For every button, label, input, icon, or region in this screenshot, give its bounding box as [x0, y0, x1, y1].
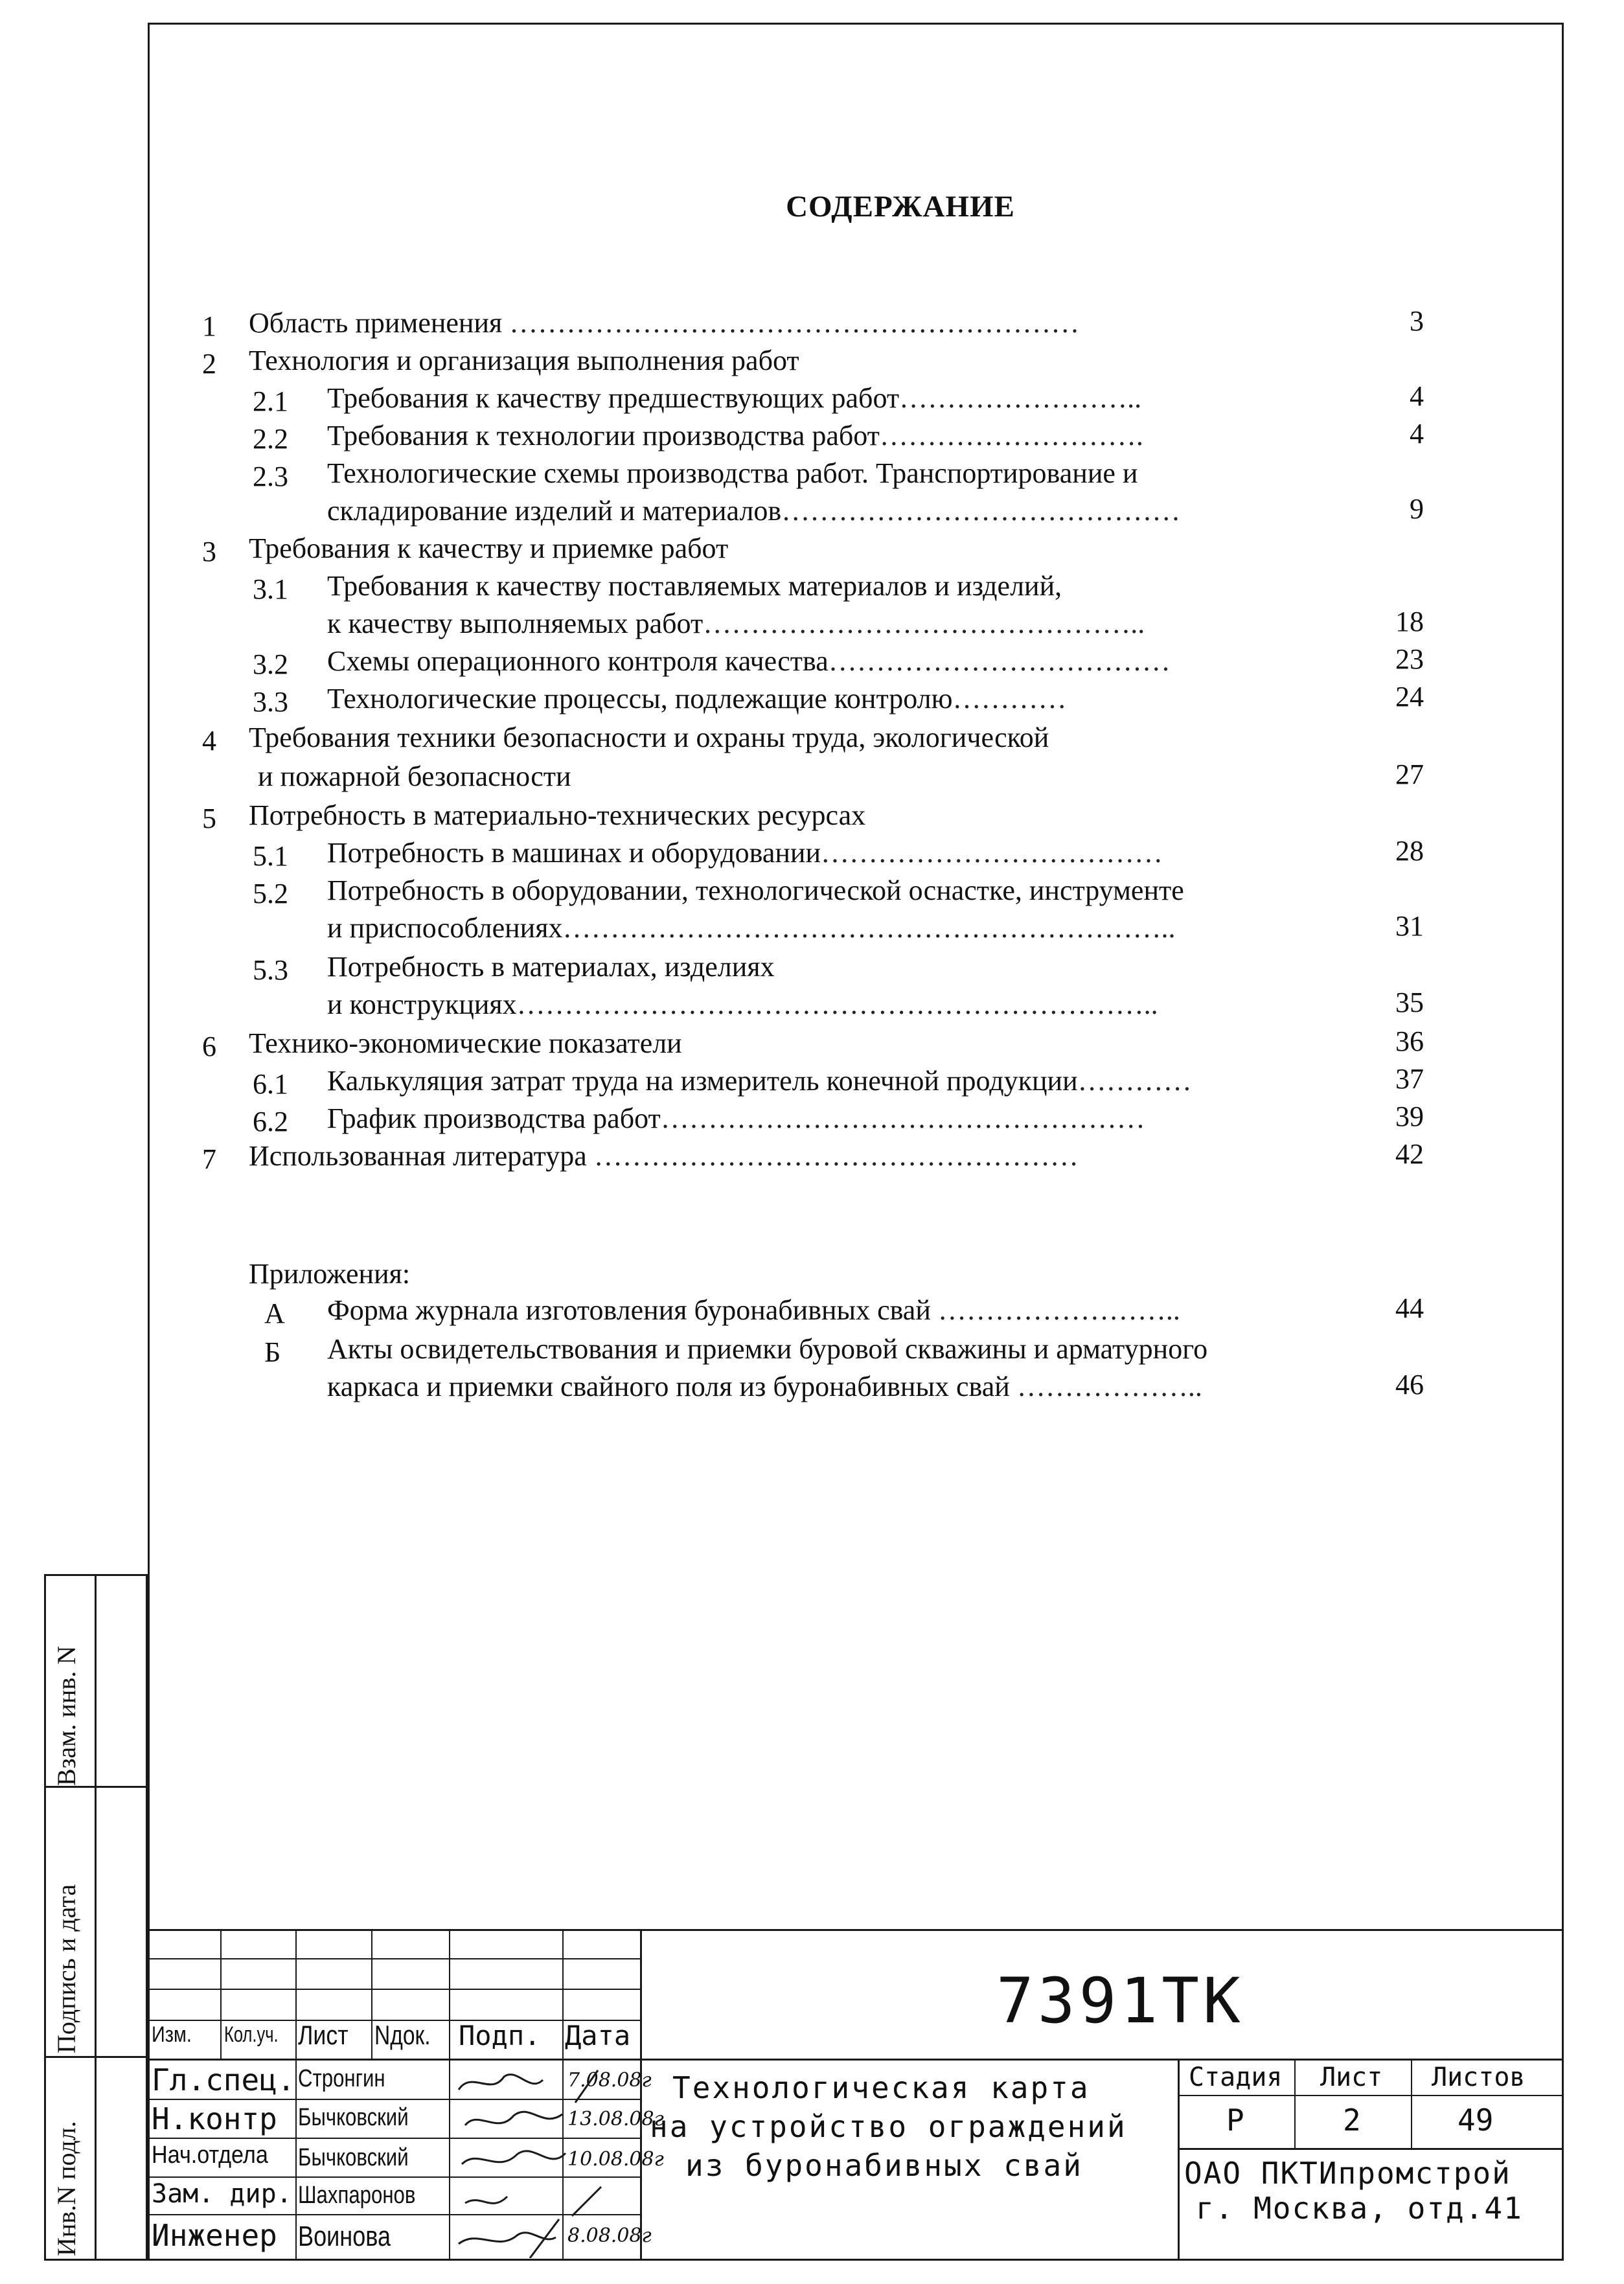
toc-entry-text	[327, 495, 1180, 527]
signature-date: 8.08.08г	[567, 2224, 652, 2247]
toc-leader-dots: ……………………………………………	[660, 1102, 1145, 1134]
toc-page-number: 3	[1410, 305, 1424, 337]
signature-date: 7.08.08г	[567, 2069, 652, 2092]
toc-entry-text	[327, 457, 1138, 490]
toc-entry-text: Требования техники безопасности и охраны труда, экологической	[249, 722, 1049, 753]
side-label-inv: Инв.N подл.	[52, 2121, 81, 2256]
toc-leader-dots: ……………………….	[879, 420, 1143, 451]
signer-role: Зам. дир.	[152, 2179, 292, 2209]
appendix-entry-label: Форма журнала изготовления буронабивных свай	[327, 1294, 931, 1326]
doc-title-line-2: на устройство ограждений	[650, 2109, 1127, 2144]
toc-entry-label: Технологические схемы производства работ. Транспортирование и	[327, 457, 1138, 489]
toc-entry-label: График производства работ	[327, 1102, 661, 1134]
appendix-heading: Приложения:	[249, 1258, 411, 1290]
toc-page-number: 39	[1395, 1101, 1424, 1132]
toc-page-number: 35	[1395, 987, 1424, 1018]
toc-subnumber: 5.2	[253, 878, 288, 909]
header-data: Дата	[565, 2020, 631, 2051]
signer-name: Шахпаронов	[298, 2182, 416, 2209]
toc-entry-label: Потребность в машинах и оборудовании	[327, 837, 821, 869]
toc-page-number: 31	[1395, 910, 1424, 942]
toc-leader-dots: ………………………………………..	[703, 608, 1145, 639]
toc-page-number: 36	[1395, 1025, 1424, 1057]
toc-number: 5	[202, 803, 216, 834]
signature-date: 10.08.08г	[567, 2148, 664, 2171]
toc-number: 6	[202, 1031, 216, 1062]
toc-entry-label: Технологические процессы, подлежащие контролю	[327, 683, 953, 714]
toc-entry-text	[327, 608, 1145, 640]
header-list: Лист	[298, 2020, 349, 2050]
toc-entry-text	[258, 760, 571, 793]
side-label-podpis: Подпись и дата	[52, 1884, 81, 2053]
header-izm: Изм.	[152, 2022, 192, 2047]
signer-role: Гл.спец.	[152, 2062, 295, 2097]
toc-entry-text	[327, 912, 1175, 944]
toc-leader-dots: …………………………………………………………..	[516, 988, 1158, 1020]
toc-page-number: 28	[1395, 835, 1424, 867]
toc-subnumber: 6.2	[253, 1106, 288, 1137]
doc-title-line-3: из буронабивных свай	[685, 2148, 1083, 2183]
toc-entry-text: Требования к качеству и приемке работ	[249, 532, 729, 564]
toc-entry-text	[249, 1140, 1079, 1172]
toc-subnumber: 3.2	[253, 648, 288, 680]
toc-entry-text	[327, 420, 1143, 452]
toc-entry-text	[327, 382, 1141, 415]
signature-date: 13.08.08г	[567, 2108, 664, 2130]
header-podp: Подп.	[459, 2020, 541, 2051]
toc-entry-label: Требования к качеству поставляемых материалов и изделий,	[327, 570, 1062, 602]
toc-entry-label: к качеству выполняемых работ	[327, 608, 703, 639]
toc-subnumber: 5.3	[253, 954, 288, 986]
sheet-value: 2	[1343, 2103, 1361, 2138]
toc-subnumber: 2.2	[253, 423, 288, 455]
appendix-entry-text	[327, 1333, 1207, 1365]
toc-subnumber: 2.3	[253, 461, 288, 492]
header-ndok: Nдок.	[374, 2020, 431, 2050]
side-label-vzam: Взам. инв. N	[52, 1645, 81, 1786]
toc-number: 4	[202, 725, 216, 757]
toc-leader-dots: ……………………………………	[781, 495, 1181, 527]
signatures-scribble	[452, 2064, 640, 2258]
toc-entry-text	[327, 683, 1067, 715]
appendix-letter: А	[264, 1297, 285, 1329]
toc-subnumber: 6.1	[253, 1068, 288, 1100]
toc-leader-dots: ……………………………………………	[593, 1140, 1079, 1172]
toc-leader-dots: ……………………………………………………	[509, 307, 1080, 339]
appendix-entry-text	[327, 1371, 1202, 1403]
appendix-leader-dots: ………………..	[1016, 1371, 1202, 1402]
signer-role: Н.контр	[152, 2101, 277, 2136]
toc-page-number: 42	[1395, 1138, 1424, 1170]
toc-leader-dots: ………………………………	[828, 645, 1171, 677]
toc-entry-text	[327, 837, 1163, 869]
toc-entry-label: Требования к качеству предшествующих работ	[327, 382, 900, 414]
toc-entry-label: Область применения	[249, 307, 503, 339]
toc-page-number: 4	[1410, 380, 1424, 412]
page-title: СОДЕРЖАНИЕ	[786, 190, 1015, 223]
org-line-2: г. Москва, отд.41	[1196, 2191, 1523, 2226]
toc-leader-dots: ………………………………	[821, 837, 1163, 869]
toc-entry-text: Технико-экономические показатели	[249, 1027, 682, 1059]
org-line-1: ОАО ПКТИпромстрой	[1184, 2156, 1511, 2191]
toc-entry-label: и приспособлениях	[327, 912, 563, 944]
toc-entry-text	[327, 570, 1062, 602]
stage-label: Стадия	[1189, 2062, 1283, 2092]
signer-role: Инженер	[152, 2218, 277, 2253]
toc-leader-dots: ……………………..	[899, 382, 1142, 414]
toc-entry-label: складирование изделий и материалов	[327, 495, 782, 527]
toc-number: 7	[202, 1143, 216, 1175]
toc-leader-dots: …………	[1077, 1065, 1192, 1097]
signer-name: Воинова	[298, 2221, 391, 2252]
toc-entry-text: Технология и организация выполнения работ	[249, 345, 799, 376]
toc-entry-text	[327, 645, 1171, 678]
toc-page-number: 4	[1410, 418, 1424, 450]
toc-leader-dots: ………………………………………………………..	[562, 912, 1176, 944]
signer-role: Нач.отдела	[152, 2141, 268, 2169]
toc-entry-text	[327, 1065, 1192, 1097]
toc-entry-text	[327, 988, 1158, 1021]
appendix-page-number: 44	[1395, 1292, 1424, 1324]
toc-entry-label: Требования к технологии производства работ	[327, 420, 880, 451]
toc-entry-label: и конструкциях	[327, 988, 517, 1020]
toc-entry-label: Потребность в оборудовании, технологической оснастке, инструменте	[327, 874, 1184, 906]
toc-entry-text	[249, 307, 1079, 339]
toc-number: 2	[202, 348, 216, 380]
appendix-letter: Б	[264, 1336, 281, 1368]
toc-subnumber: 3.1	[253, 573, 288, 605]
toc-number: 3	[202, 536, 216, 567]
toc-entry-label: Схемы операционного контроля качества	[327, 645, 829, 677]
side-stamp-strip	[44, 1574, 148, 2261]
stage-value: Р	[1226, 2103, 1244, 2138]
header-kolich: Кол.уч.	[224, 2022, 279, 2047]
title-block	[148, 1929, 1564, 2261]
signer-name: Бычковский	[298, 2104, 409, 2131]
document-code: 7391ТК	[996, 1965, 1244, 2037]
appendix-leader-dots: ……………………..	[937, 1294, 1180, 1326]
toc-subnumber: 2.1	[253, 385, 288, 417]
appendix-entry-text	[327, 1294, 1180, 1327]
toc-page-number: 18	[1395, 606, 1424, 637]
toc-number: 1	[202, 310, 216, 342]
toc-subnumber: 3.3	[253, 686, 288, 718]
appendix-page-number: 46	[1395, 1369, 1424, 1400]
toc-entry-text	[327, 951, 775, 983]
appendix-entry-label: Акты освидетельствования и приемки буровой скважины и арматурного	[327, 1333, 1208, 1365]
doc-title-line-1: Технологическая карта	[672, 2070, 1090, 2105]
toc-entry-label: и пожарной безопасности	[258, 760, 571, 792]
signer-name: Стронгин	[298, 2065, 385, 2092]
toc-entry-text	[327, 874, 1184, 907]
sheets-label: Листов	[1432, 2062, 1526, 2092]
toc-entry-label: Потребность в материалах, изделиях	[327, 951, 775, 983]
sheets-value: 49	[1458, 2103, 1494, 2138]
toc-page-number: 9	[1410, 493, 1424, 525]
toc-subnumber: 5.1	[253, 840, 288, 872]
toc-page-number: 23	[1395, 643, 1424, 675]
toc-page-number: 37	[1395, 1063, 1424, 1095]
toc-entry-text: Потребность в материально-технических ресурсах	[249, 799, 866, 831]
toc-page-number: 24	[1395, 681, 1424, 713]
signer-name: Бычковский	[298, 2144, 409, 2171]
toc-leader-dots: …………	[952, 683, 1067, 714]
toc-page-number: 27	[1395, 759, 1424, 790]
appendix-entry-label: каркаса и приемки свайного поля из буронабивных свай	[327, 1371, 1010, 1402]
sheet-label: Лист	[1320, 2062, 1383, 2092]
toc-entry-label: Калькуляция затрат труда на измеритель конечной продукции	[327, 1065, 1078, 1097]
side-divider	[95, 1574, 97, 2261]
toc-entry-label: Использованная литература	[249, 1140, 587, 1172]
toc-entry-text	[327, 1102, 1145, 1135]
